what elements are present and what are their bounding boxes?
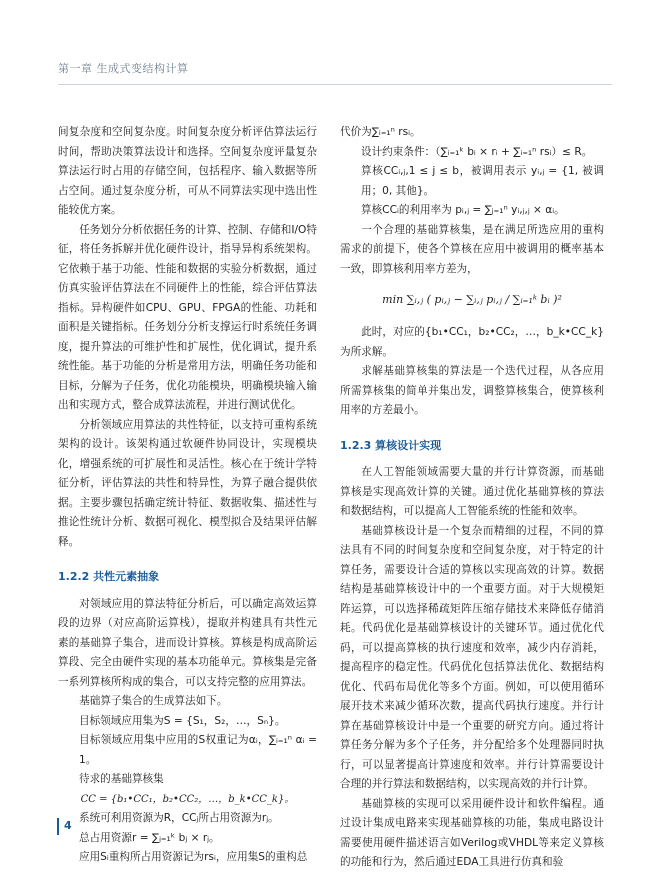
section-heading: 1.2.2 共性元素抽象 (58, 570, 160, 583)
paragraph: 分析领域应用算法的共性特征，以支持可重构系统架构的设计。该架构通过软硬件协同设计，实现模块化，增强系统的可扩展性和灵活性。核心在于统计学特征分析，评估算法的共性和特异性，为算子融合提供依据。主要步骤包括确定统计特征、数据收集、描述性与推论性统计分析、数据可视化、模型拟合及结果评估解释。 (58, 418, 317, 548)
paragraph: 在人工智能领域需要大量的并行计算资源，而基础算核是实现高效计算的关键。通过优化基础算核的算法和数据结构，可以提高人工智能系统的性能和效率。 (340, 466, 604, 517)
paragraph: 基础算核的实现可以采用硬件设计和软件编程。通过设计集成电路来实现基础算核的功能，集成电路设计需要使用硬件描述语言如Verilog或VHDL等来定义算核的功能和行为，然后通过EDA工具进行仿真和验 (340, 797, 604, 868)
paragraph: 代价为∑ᵢ₌₁ⁿ rsᵢ。 (340, 126, 421, 138)
paragraph: 算核CCᵢ的利用率为 pᵢ,ⱼ = ∑ⱼ₌₁ⁿ yᵢ,ⱼ,ⱼ × αᵢ。 (361, 204, 565, 216)
paragraph: 目标领域应用集为S = {S₁，S₂，…，Sₙ}。 (79, 714, 286, 727)
right-column (340, 123, 604, 873)
paragraph: 任务划分分析依据任务的计算、控制、存储和I/O特征，将任务拆解并优化硬件设计，指导异构系统架构。它依赖于基于功能、性能和数据的实验分析数据，通过仿真实验评估算法在不同硬件上的性能，综合评估算法指标。异构硬件如CPU、GPU、FPGA的性能、功耗和面积是关键指标。任务划分分析支撑运行时系统任务调度，提升算法的可维护性和扩展性，优化调试，提升系统性能。基于功能的分析是常用方法，明确任务功能和目标，分解为子任务，优化功能模块，明确模块输入输出和实现方式，整合成算法流程，并进行测试优化。 (58, 223, 317, 411)
paragraph: 一个合理的基础算核集，是在满足所选应用的重构需求的前提下，使各个算核在应用中被调用的概率基本一致，即算核利用率方差为， (340, 223, 604, 275)
paragraph: 算核CCᵢ,ⱼ,1 ≤ j ≤ b，被调用表示 yᵢ,ⱼ = {1, 被调用；0, 其他}。 (361, 165, 604, 197)
paragraph: 目标领域应用集中应用的S权重记为αᵢ，∑ᵢ₌₁ⁿ αᵢ = 1。 (79, 734, 317, 766)
paragraph: 基础算核设计是一个复杂而精细的过程，不同的算法具有不同的时间复杂度和空间复杂度，对于特定的计算任务，需要设计合适的算核以实现高效的计算。数据结构是基础算核设计中的一个重要方面。对于大规模矩阵运算，可以选择稀疏矩阵压缩存储技术来降低存储消耗。代码优化是基础算核设计的关键环节。通过优化代码，可以提高算核的执行速度和效率，减少内存消耗，提高程序的稳定性。代码优化包括算法优化、数据结构优化、代码布局优化等多个方面。例如，可以使用循环展开技术来减少循环次数，提高代码执行速度。并行计算在基础算核设计中是一个重要的研究方向。通过将计算任务分解为多个子任务，并分配给多个处理器同时执行，可以显著提高计算速度和效率。并行计算需要设计合理的并行算法和数据结构，以实现高效的并行计算。 (340, 524, 604, 790)
running-header: 第一章 生成式变结构计算 (58, 62, 189, 75)
page-number: 4 (64, 819, 72, 832)
paragraph: 应用Sᵢ重构所占用资源记为rsᵢ，应用集S的重构总 (79, 851, 308, 863)
paragraph: 此时，对应的{b₁•CC₁，b₂•CC₂，…，b_k•CC_k}为所求解。 (340, 326, 604, 358)
paragraph: 求解基础算核集的算法是一个迭代过程，从各应用所需算核集的简单并集出发，调整算核集合，使算核利用率的方差最小。 (340, 365, 604, 416)
equation: CC = {b₁•CC₁，b₂•CC₂，…，b_k•CC_k}。 (80, 793, 295, 805)
page-marker-bar (57, 818, 59, 835)
header-divider (58, 84, 612, 85)
paragraph: 间复杂度和空间复杂度。时间复杂度分析评估算法运行时间，帮助决策算法设计和选择。空间复杂度评量复杂算法运行时占用的存储空间，包括程序、输入数据等所占空间。通过复杂度分析，可从不同算法实现中选出性能较优方案。 (58, 126, 317, 216)
paragraph: 对领域应用的算法特征分析后，可以确定高效运算段的边界（对应高阶运算栈），提取并构建具有共性元素的基础算子集合，进而设计算核。算核是构成高阶运算段、完全由硬件实现的基本功能单元。算核集是完备一系列算核所构成的集合，可以支持完整的应用算法。 (58, 597, 317, 688)
paragraph: 基础算子集合的生成算法如下。 (79, 695, 228, 707)
paragraph: 待求的基础算核集 (79, 773, 164, 785)
paragraph: 系统可利用资源为R，CCⱼ所占用资源为rⱼ。 (79, 812, 279, 824)
paragraph: 总占用资源r = ∑ⱼ₌₁ᵏ bⱼ × rⱼ。 (79, 831, 220, 844)
paragraph: 设计约束条件：（∑ᵢ₌₁ᵏ bᵢ × rᵢ + ∑ᵢ₌₁ⁿ rsᵢ）≤ R。 (361, 145, 593, 158)
left-column (58, 123, 317, 868)
equation: min ∑ᵢ,ⱼ ( pᵢ,ⱼ − ∑ᵢ,ⱼ pᵢ,ⱼ / ∑ᵢ₌₁ᵏ bᵢ )² (382, 293, 562, 306)
section-heading: 1.2.3 算核设计实现 (340, 438, 442, 452)
